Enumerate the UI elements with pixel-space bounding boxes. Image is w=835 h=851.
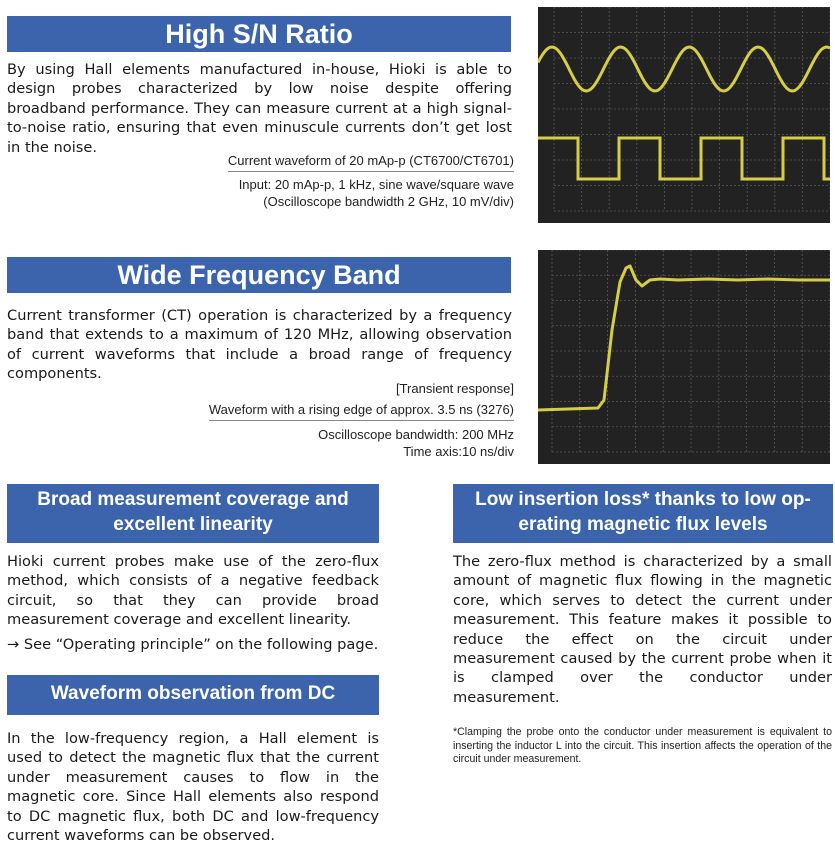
snr-banner (7, 16, 511, 52)
insertion-banner (453, 484, 833, 543)
snr-waveform-plot (538, 7, 830, 223)
insertion-footnote: *Clamping the probe onto the conductor under measurement is equivalent to inserting the inductor L into the circuit. This insertion affects the operation of the circuit under measurement. (453, 726, 832, 765)
dc-title: Waveform observation from DC (50, 683, 336, 704)
insertion-title-line2: erating magnetic flux levels (518, 514, 768, 535)
broad-body: Hioki current probes make use of the zero-flux method, which consists of a negative feedback circuit, so that they can provide broad measurement coverage and excellent linearity. (7, 553, 379, 629)
insertion-body: The zero-flux method is characterized by a small amount of magnetic flux flowing in the magnetic core, which serves to detect the current under measurement. This feature makes it possible to reduce the effect on the circuit under measurement caused by the current probe when it is clamped over the conductor under measurement. (453, 553, 832, 706)
broad-banner (7, 484, 379, 543)
snr-caption-title: Current waveform of 20 mAp-p (CT6700/CT6701) (228, 152, 514, 172)
wfb-title: Wide Frequency Band (117, 260, 401, 290)
snr-body: By using Hall elements manufactured in-house, Hioki is able to design probes characterized by low noise despite offering broadband performance. They can measure current at a high signal-to-noise ratio, ensuring that even minuscule currents don’t get lost in the noise. (7, 61, 512, 156)
wfb-caption-rising-edge: Waveform with a rising edge of approx. 3.5 ns (3276) (209, 401, 514, 421)
snr-caption-bandwidth: (Oscilloscope bandwidth 2 GHz, 10 mV/div) (263, 194, 514, 209)
snr-title: High S/N Ratio (165, 19, 353, 49)
insertion-title-line1: Low insertion loss* thanks to low op- (475, 489, 811, 510)
snr-caption-input: Input: 20 mAp-p, 1 kHz, sine wave/square wave (238, 177, 514, 192)
wfb-caption-transient: [Transient response] (395, 381, 514, 396)
wfb-banner (7, 257, 511, 293)
snr-oscilloscope-image (538, 7, 830, 223)
wfb-body: Current transformer (CT) operation is characterized by a frequency band that extends to a maximum of 120 MHz, allowing observation of current waveforms that include a broad range of frequency components. (7, 307, 512, 383)
broad-title-line2: excellent linearity (113, 514, 273, 535)
wfb-oscilloscope-image (538, 250, 830, 464)
wfb-waveform-plot (538, 250, 830, 464)
broad-title-line1: Broad measurement coverage and (37, 489, 349, 510)
wfb-caption-block (160, 380, 514, 462)
dc-banner (7, 675, 379, 715)
operating-principle-reference: → See “Operating principle” on the following page. (7, 636, 379, 653)
dc-body: In the low-frequency region, a Hall element is used to detect the magnetic flux that the current under measurement causes to flow in the magnetic core. Since Hall elements also respond to DC magnetic flux, both DC and low-frequency current waveforms can be observed. (7, 730, 379, 845)
wfb-caption-time-axis: Time axis:10 ns/div (403, 444, 514, 459)
scope-background (538, 250, 830, 464)
wfb-caption-bandwidth: Oscilloscope bandwidth: 200 MHz (318, 427, 514, 442)
snr-caption-block (160, 152, 514, 212)
